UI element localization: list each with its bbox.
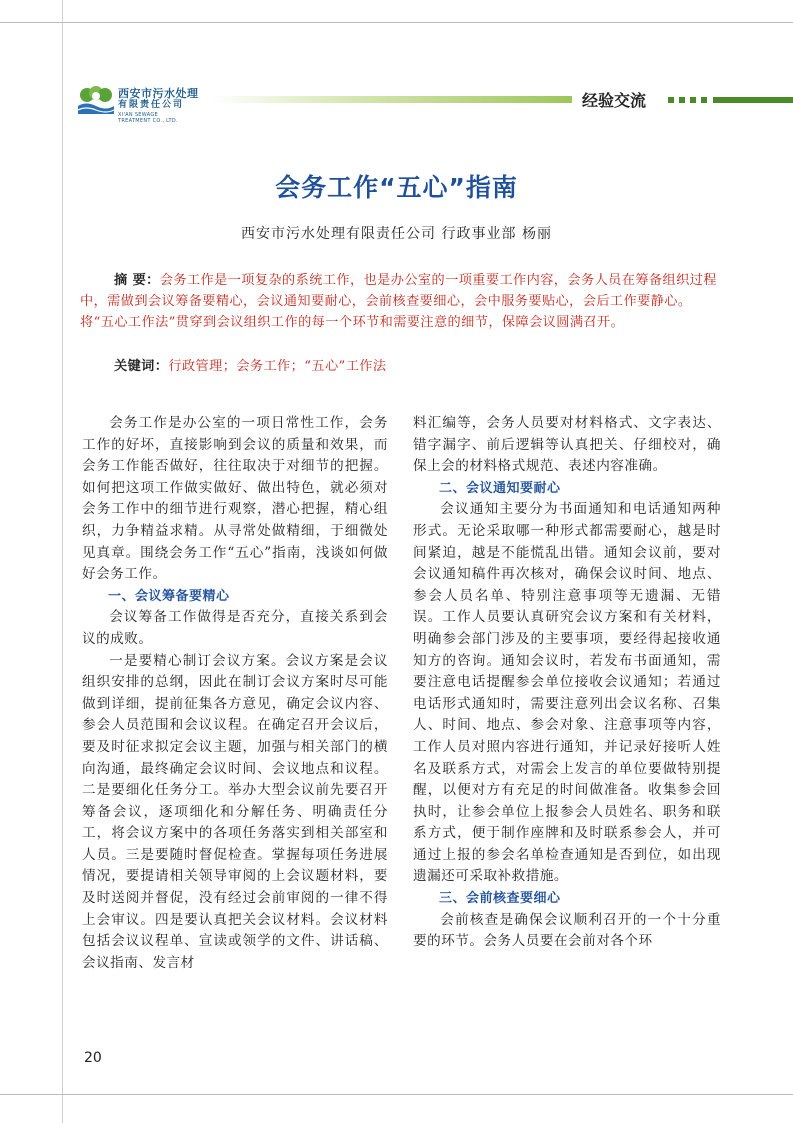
logo-english-line2: TREATMENT CO., LTD. — [118, 118, 178, 124]
keywords-label: 关键词： — [114, 359, 169, 374]
keywords — [80, 356, 720, 377]
header-square-4 — [701, 97, 707, 103]
intro-paragraph: 会务工作是办公室的一项日常性工作，会务工作的好坏，直接影响到会议的质量和效果，而会务工作能否做好，往往取决于对细节的把握。如何把这项工作做实做好、做出特色，就必须对会务工作中的细节进行观察，潜心把握，精心组织，力争精益求精。从寻常处做精细，于细微处见真章。围绕会务工作“五心”指南，浅谈如何做好会务工作。 — [82, 415, 388, 583]
logo-company-type: 有限责任公司 — [118, 100, 185, 110]
header-square-1 — [668, 97, 674, 103]
article-author: 西安市污水处理有限责任公司 行政事业部 杨丽 — [241, 226, 552, 242]
company-logo-icon — [76, 86, 116, 116]
paragraph: 会前核查是确保会议顺利召开的一个十分重要的环节。会务人员要在会前对各个环 — [413, 911, 721, 950]
abstract-label: 摘 要： — [114, 273, 160, 288]
abstract-text: 会务工作是一项复杂的系统工作，也是办公室的一项重要工作内容，会务人员在筹备组织过程中，需做到会议筹备要精心，会议通知要耐心，会前核查要细心，会中服务要贴心，会后工作要静心。将“五心工作法”贯穿到会议组织工作的每一个环节和需要注意的细节，保障会议圆满召开。 — [80, 273, 717, 330]
section-heading-2: 二、会议通知要耐心 — [439, 480, 561, 496]
page-frame-top — [0, 22, 793, 23]
left-column — [82, 413, 388, 974]
article-title: 会务工作“五心”指南 — [275, 173, 518, 202]
header-square-2 — [679, 97, 685, 103]
page-number: 20 — [84, 1050, 102, 1066]
header-gradient-bar — [212, 96, 572, 103]
section-heading-1: 一、会议筹备要精心 — [108, 588, 230, 604]
logo-company-name: 西安市污水处理 — [118, 87, 199, 100]
header-square-3 — [690, 97, 696, 103]
paragraph: 会议通知主要分为书面通知和电话通知两种形式。无论采取哪一种形式都需要耐心，越是时间紧迫，越是不能慌乱出错。通知会议前，要对会议通知稿件再次核对，确保会议时间、地点、参会人员名单、特别注意事项等无遗漏、无错误。工作人员要认真研究会议方案和有关材料，明确参会部门涉及的主要事项，要经得起接收通知方的咨询。通知会议时，若发布书面通知，需要注意电话提醒参会单位接收会议通知；若通过电话形式通知时，需要注意列出会议名称、召集人、时间、地点、参会对象、注意事项等内容，工作人员对照内容进行通知，并记录好接听人姓名及联系方式，对需会上发言的单位要做特别提醒，以便对方有充足的时间做准备。收集参会回执时，让参会单位上报参会人员姓名、职务和联系方式，便于制作座牌和及时联系参会人，并可通过上报的参会名单检查通知是否到位，如出现遗漏还可采取补救措施。 — [413, 501, 721, 885]
paragraph-continued: 料汇编等，会务人员要对材料格式、文字表达、错字漏字、前后逻辑等认真把关、仔细校对，确保上会的材料格式规范、表述内容准确。 — [413, 415, 721, 475]
header-right-bar — [713, 97, 793, 103]
section-heading-3: 三、会前核查要细心 — [439, 891, 561, 907]
page-frame-bottom — [0, 1094, 793, 1095]
paragraph: 一是要精心制订会议方案。会议方案是会议组织安排的总纲，因此在制订会议方案时尽可能做到详细，提前征集各方意见，确定会议内容、参会人员范围和会议议程。在确定召开会议后，要及时征求拟定会议主题，加强与相关部门的横向沟通，最终确定会议时间、会议地点和议程。二是要细化任务分工。举办大型会议前先要召开筹备会议，逐项细化和分解任务、明确责任分工，将会议方案中的各项任务落实到相关部室和人员。三是要随时督促检查。掌握每项任务进展情况，要提请相关领导审阅的上会议题材料，要及时送阅并督促，没有经过会前审阅的一律不得上会审议。四是要认真把关会议材料。会议材料包括会议议程单、宣读或领学的文件、讲话稿、会议指南、发言材 — [82, 652, 388, 971]
keywords-text: 行政管理；会务工作；“五心”工作法 — [168, 359, 387, 374]
section-label: 经验交流 — [582, 91, 647, 110]
logo-english-line1: XI'AN SEWAGE — [118, 112, 158, 118]
abstract — [80, 270, 720, 333]
right-column — [413, 413, 721, 953]
paragraph: 会议筹备工作做得是否充分，直接关系到会议的成败。 — [82, 609, 388, 647]
